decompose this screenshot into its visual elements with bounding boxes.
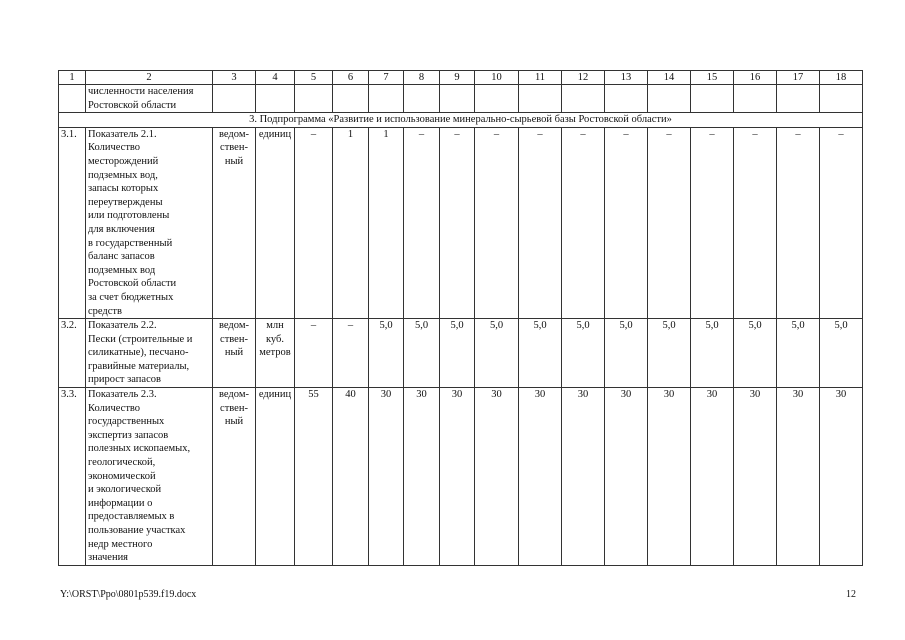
empty-cell	[333, 85, 369, 113]
value-cell: –	[648, 127, 691, 318]
value-cell: 30	[562, 388, 605, 566]
value-cell: 5,0	[648, 319, 691, 388]
unit-of-measure: единиц	[256, 388, 295, 566]
empty-cell	[404, 85, 440, 113]
value-cell: 30	[691, 388, 734, 566]
value-cell: –	[404, 127, 440, 318]
column-header: 15	[691, 71, 734, 85]
value-cell: 5,0	[404, 319, 440, 388]
value-cell: 5,0	[734, 319, 777, 388]
empty-cell	[605, 85, 648, 113]
column-header: 13	[605, 71, 648, 85]
indicator-row	[59, 388, 863, 566]
empty-cell	[820, 85, 863, 113]
value-cell: 5,0	[519, 319, 562, 388]
value-cell: 30	[777, 388, 820, 566]
column-header: 18	[820, 71, 863, 85]
value-cell: 30	[734, 388, 777, 566]
value-cell: 30	[440, 388, 475, 566]
section-title: 3. Подпрограмма «Развитие и использование минерально-сырьевой базы Ростовской области»	[59, 113, 863, 128]
column-header: 16	[734, 71, 777, 85]
value-cell: –	[519, 127, 562, 318]
value-cell: 5,0	[369, 319, 404, 388]
value-cell: 5,0	[475, 319, 519, 388]
indicators-table	[58, 70, 863, 566]
indicator-description: Показатель 2.2. Пески (строительные и силикатные), песчано- гравийные материалы, прирост запасов	[86, 319, 213, 388]
column-header: 2	[86, 71, 213, 85]
indicator-row	[59, 319, 863, 388]
empty-cell	[648, 85, 691, 113]
value-cell: 1	[333, 127, 369, 318]
value-cell: –	[295, 319, 333, 388]
empty-cell	[295, 85, 333, 113]
row-number: 3.3.	[59, 388, 86, 566]
unit-of-measure: млн куб. метров	[256, 319, 295, 388]
column-header: 6	[333, 71, 369, 85]
value-cell: –	[475, 127, 519, 318]
indicator-type: ведом- ствен- ный	[213, 127, 256, 318]
indicator-row	[59, 127, 863, 318]
value-cell: –	[734, 127, 777, 318]
value-cell: –	[691, 127, 734, 318]
unit-of-measure: единиц	[256, 127, 295, 318]
value-cell: 30	[404, 388, 440, 566]
empty-cell	[734, 85, 777, 113]
empty-cell	[213, 85, 256, 113]
value-cell: 30	[369, 388, 404, 566]
value-cell: –	[820, 127, 863, 318]
value-cell: –	[777, 127, 820, 318]
value-cell: 30	[820, 388, 863, 566]
value-cell: 5,0	[820, 319, 863, 388]
indicator-type: ведом- ствен- ный	[213, 319, 256, 388]
value-cell: 5,0	[605, 319, 648, 388]
file-path: Y:\ORST\Ppo\0801p539.f19.docx	[60, 589, 197, 600]
row-number: 3.1.	[59, 127, 86, 318]
value-cell: 30	[475, 388, 519, 566]
indicator-description: численности населения Ростовской области	[86, 85, 213, 113]
value-cell: 30	[519, 388, 562, 566]
empty-cell	[475, 85, 519, 113]
value-cell: 5,0	[777, 319, 820, 388]
column-header: 7	[369, 71, 404, 85]
empty-cell	[519, 85, 562, 113]
column-header: 14	[648, 71, 691, 85]
value-cell: 30	[648, 388, 691, 566]
empty-cell	[691, 85, 734, 113]
indicator-description: Показатель 2.3. Количество государственных экспертиз запасов полезных ископаемых, геологической, экономической и экологической информации о предоставляемых в пользование участках недр местного значения	[86, 388, 213, 566]
column-header: 9	[440, 71, 475, 85]
value-cell: –	[605, 127, 648, 318]
value-cell: 1	[369, 127, 404, 318]
value-cell: 5,0	[691, 319, 734, 388]
column-header: 4	[256, 71, 295, 85]
empty-cell	[562, 85, 605, 113]
indicator-description: Показатель 2.1. Количество месторождений подземных вод, запасы которых переутверждены или подготовлены для включения в государственный баланс запасов подземных вод Ростовской области за счет бюджетных средств	[86, 127, 213, 318]
column-header: 11	[519, 71, 562, 85]
value-cell: –	[440, 127, 475, 318]
header-row	[59, 71, 863, 85]
empty-cell	[440, 85, 475, 113]
continuation-row	[59, 85, 863, 113]
indicator-type: ведом- ствен- ный	[213, 388, 256, 566]
empty-cell	[777, 85, 820, 113]
value-cell: 55	[295, 388, 333, 566]
section-row	[59, 113, 863, 128]
column-header: 1	[59, 71, 86, 85]
column-header: 3	[213, 71, 256, 85]
column-header: 10	[475, 71, 519, 85]
value-cell: 30	[605, 388, 648, 566]
column-header: 12	[562, 71, 605, 85]
row-number: 3.2.	[59, 319, 86, 388]
page-number: 12	[846, 589, 856, 600]
empty-cell	[256, 85, 295, 113]
value-cell: –	[333, 319, 369, 388]
value-cell: –	[562, 127, 605, 318]
empty-cell	[369, 85, 404, 113]
column-header: 17	[777, 71, 820, 85]
value-cell: –	[295, 127, 333, 318]
column-header: 8	[404, 71, 440, 85]
row-number-cell	[59, 85, 86, 113]
column-header: 5	[295, 71, 333, 85]
value-cell: 5,0	[562, 319, 605, 388]
value-cell: 40	[333, 388, 369, 566]
value-cell: 5,0	[440, 319, 475, 388]
